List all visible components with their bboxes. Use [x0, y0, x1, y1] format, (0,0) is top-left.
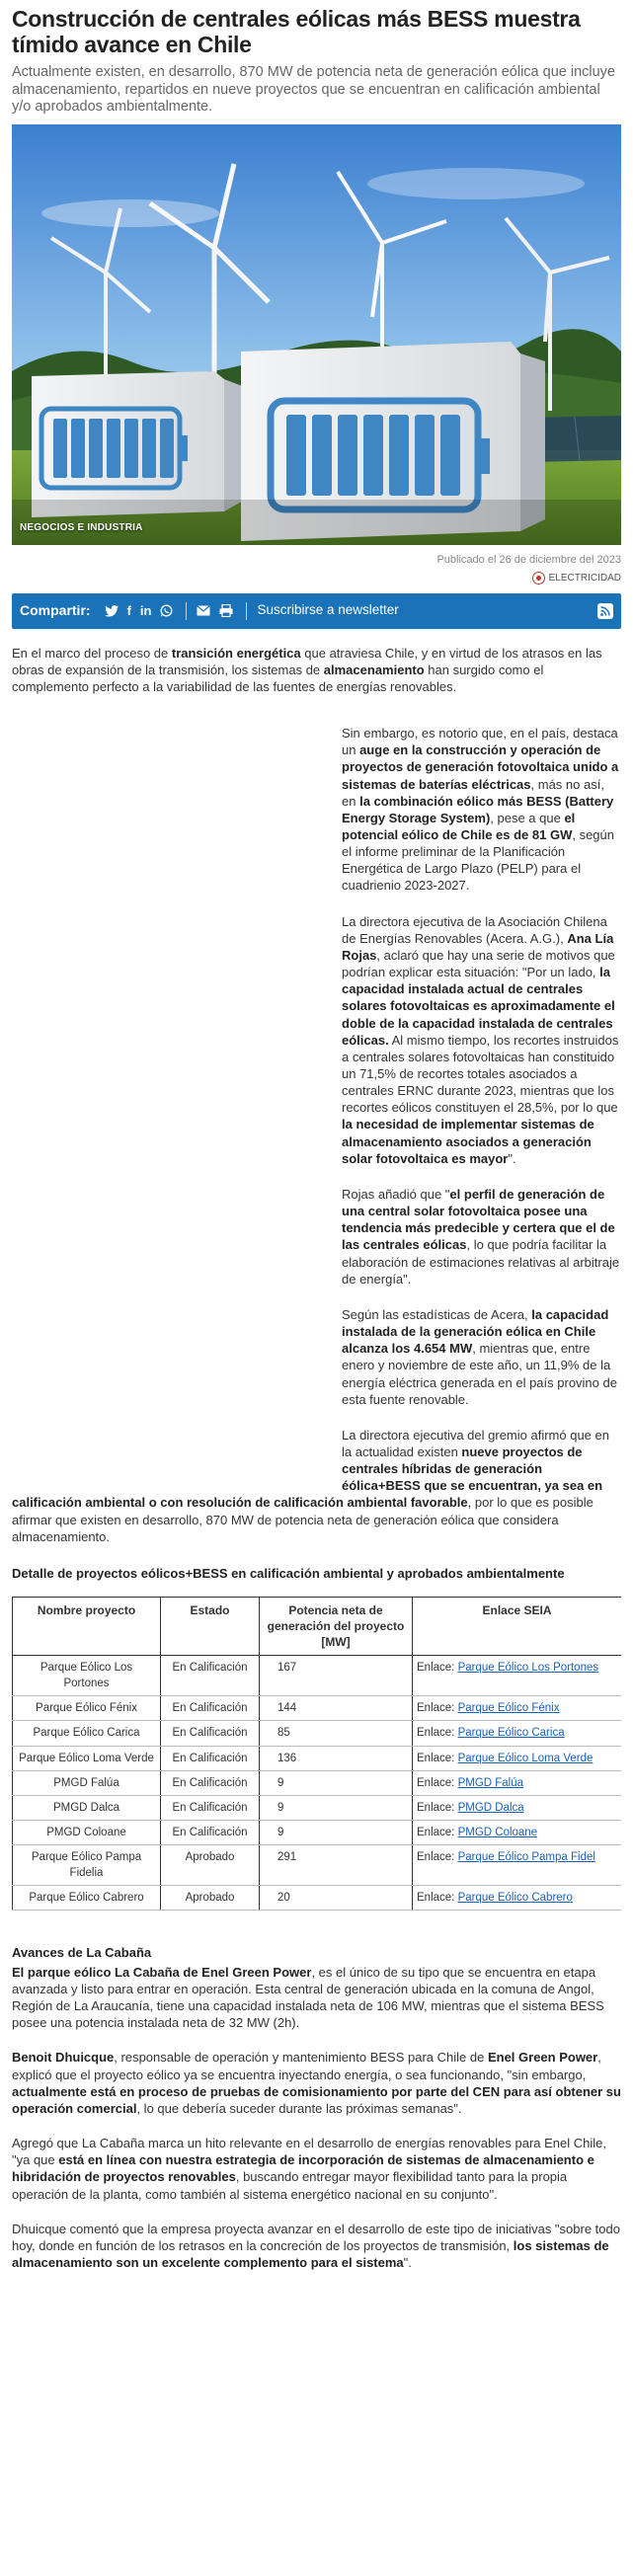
cell-status: En Calificación — [161, 1721, 260, 1746]
link-prefix: Enlace: — [417, 1752, 458, 1764]
email-icon[interactable] — [197, 605, 210, 616]
link-prefix: Enlace: — [417, 1892, 458, 1905]
cell-project-name: Parque Eólico Cabrero — [13, 1886, 161, 1911]
link-prefix: Enlace: — [417, 1702, 458, 1715]
share-divider — [186, 602, 187, 620]
table-row — [13, 1656, 622, 1696]
paragraph-projects-start: La directora ejecutiva del gremio afirmó que en la actualidad existen nueve proyectos de centrales híbridas de generación éólica+BESS que se encuentran, ya sea en — [342, 1427, 609, 1494]
cell-mw: 85 — [260, 1721, 413, 1746]
cell-status: En Calificación — [161, 1820, 260, 1844]
newsletter-link[interactable]: Suscribirse a newsletter — [257, 602, 399, 618]
cell-mw: 167 — [260, 1656, 413, 1696]
seia-link[interactable]: Parque Eólico Pampa Fidel — [457, 1850, 595, 1863]
wrapped-column — [342, 725, 621, 1494]
share-divider-2 — [246, 602, 247, 620]
cell-project-name: PMGD Dalca — [13, 1795, 161, 1820]
share-bar — [12, 593, 621, 629]
link-prefix: Enlace: — [417, 1727, 458, 1740]
paragraph-stats: Según las estadísticas de Acera, la capacidad instalada de la generación eólica en Chile alcanza los 4.654 MW, mientras que, entre enero y noviembre de este año, un 11,9% de la energía eléctrica generada en el país provino de esta fuente renovable. — [342, 1306, 617, 1407]
category-icon — [532, 572, 545, 585]
table-row — [13, 1696, 622, 1721]
projects-table — [12, 1597, 621, 1912]
rss-icon[interactable] — [597, 603, 613, 619]
seia-link[interactable]: Parque Eólico Loma Verde — [457, 1752, 593, 1764]
paragraph-future: Dhuicque comentó que la empresa proyecta avanzar en el desarrollo de este tipo de iniciativas "sobre todo hoy, donde en función de los retrasos en la concreción de los proyectos de transmisión, los sistemas de almacenamiento son un excelente complemento para el sistema". — [12, 2221, 620, 2271]
cell-status: En Calificación — [161, 1746, 260, 1770]
paragraph-la-cabana: El parque eólico La Cabaña de Enel Green Power, es el único de su tipo que se encuentra en etapa avanzada y listo para entrar en operación. Esta central de generación ubicada en la comuna de Angol, Región de La Araucanía, tiene una capacidad instalada neta de 106 MW, mientras que el sistema BESS posee una potencia instalada neta de 32 MW (2h). — [12, 1964, 604, 2031]
cell-status: En Calificación — [161, 1795, 260, 1820]
cell-mw: 9 — [260, 1820, 413, 1844]
category-text[interactable]: ELECTRICIDAD — [548, 572, 621, 584]
cell-link — [413, 1656, 622, 1696]
cell-mw: 9 — [260, 1795, 413, 1820]
col-header-status: Estado — [161, 1597, 260, 1656]
col-header-mw: Potencia neta de generación del proyecto [MW] — [260, 1597, 413, 1656]
section-title: Avances de La Cabaña — [12, 1945, 152, 1961]
col-header-name: Nombre proyecto — [13, 1597, 161, 1656]
table-row — [13, 1721, 622, 1746]
cell-status: En Calificación — [161, 1770, 260, 1795]
cell-project-name: Parque Eólico Loma Verde — [13, 1746, 161, 1770]
link-prefix: Enlace: — [417, 1776, 458, 1789]
cell-mw: 20 — [260, 1886, 413, 1911]
paragraph-potential: Sin embargo, es notorio que, en el país, destaca un auge en la construcción y operación de proyectos de generación fotovoltaica unido a sistemas de baterías eléctricas, más no así, en la combinación eólico más BESS (Battery Energy Storage System), pese a que el potencial eólico de Chile es de 81 GW, según el informe preliminar de la Planificación Energética de Largo Plazo (PELP) para el cuadrienio 2023-2027. — [342, 726, 619, 894]
link-prefix: Enlace: — [417, 1850, 458, 1863]
link-prefix: Enlace: — [417, 1662, 458, 1675]
cell-status: Aprobado — [161, 1844, 260, 1885]
cell-link — [413, 1770, 622, 1795]
cell-link — [413, 1795, 622, 1820]
cell-link — [413, 1844, 622, 1885]
cell-link — [413, 1721, 622, 1746]
category-label[interactable] — [12, 572, 621, 585]
cell-status: En Calificación — [161, 1696, 260, 1721]
cell-link — [413, 1696, 622, 1721]
table-row — [13, 1746, 622, 1770]
hero-image — [12, 124, 621, 545]
seia-link[interactable]: PMGD Dalca — [457, 1801, 524, 1814]
wrapped-text-block — [12, 725, 621, 1494]
twitter-icon[interactable] — [105, 605, 119, 617]
table-title: Detalle de proyectos eólicos+BESS en calificación ambiental y aprobados ambientalmente — [12, 1565, 565, 1581]
link-prefix: Enlace: — [417, 1826, 458, 1838]
cell-link — [413, 1746, 622, 1770]
cell-mw: 291 — [260, 1844, 413, 1885]
paragraph-projects-end: calificación ambiental o con resolución de calificación ambiental favorable, por lo que es posible afirmar que existen en desarrollo, 870 MW de potencia neta de generación eólica que considera almacenamiento. — [12, 1495, 593, 1544]
seia-link[interactable]: PMGD Coloane — [457, 1826, 538, 1838]
cell-mw: 136 — [260, 1746, 413, 1770]
paragraph-dhuicque: Benoit Dhuicque, responsable de operación y mantenimiento BESS para Chile de Enel Green Power, explicó que el proyecto eólico ya se encuentra inyectando energía, o sea funcionando, "sin embargo, actualmente está en proceso de pruebas de comisionamiento por parte del CEN para así obtener su operación comercial, lo que debería suceder durante las próximas semanas". — [12, 2050, 621, 2116]
whatsapp-icon[interactable] — [160, 604, 173, 617]
cell-mw: 9 — [260, 1770, 413, 1795]
table-row — [13, 1795, 622, 1820]
article-subtitle: Actualmente existen, en desarrollo, 870 MW de potencia neta de generación eólica que incluye almacenamiento, repartidos en nueve proyectos que se encuentran en calificación ambiental y/o aprobados ambientalmente. — [12, 63, 615, 116]
cell-project-name: Parque Eólico Los Portones — [13, 1656, 161, 1696]
article-title: Construcción de centrales eólicas más BESS muestra tímido avance en Chile — [12, 6, 581, 57]
table-header-row — [13, 1597, 622, 1656]
paragraph-acera: La directora ejecutiva de la Asociación Chilena de Energías Renovables (Acera. A.G.), Ana Lía Rojas, aclaró que hay una serie de motivos que podrían explicar esta situación: "Por un lado, la capacidad instalada actual de centrales solares fotovoltaicas es aproximadamente el doble de la capacidad instalada de centrales eólicas. Al mismo tiempo, los recortes instruidos a centrales solares fotovoltaicas han constituido un 71,5% de recortes totales asociados a centrales ERNC durante 2023, mientras que los recortes eólicos constituyen el 28,5%, por lo que la necesidad de implementar sistemas de almacenamiento asociados a generación solar fotovoltaica es mayor". — [342, 913, 619, 1166]
paragraph-intro: En el marco del proceso de transición energética que atraviesa Chile, y en virtud de los atrasos en las obras de expansión de la transmisión, los sistemas de almacenamiento han surgido como el complemento perfecto a la variabilidad de las fuentes de energías renovables. — [12, 645, 602, 694]
seia-link[interactable]: Parque Eólico Fénix — [457, 1702, 560, 1715]
cell-mw: 144 — [260, 1696, 413, 1721]
hero-illustration — [12, 124, 621, 545]
publish-date: Publicado el 26 de diciembre del 2023 — [436, 554, 621, 567]
cell-project-name: Parque Eólico Pampa Fidelia — [13, 1844, 161, 1885]
image-category-tag[interactable]: NEGOCIOS E INDUSTRIA — [20, 522, 143, 534]
col-header-link: Enlace SEIA — [413, 1597, 622, 1656]
cell-project-name: PMGD Falúa — [13, 1770, 161, 1795]
link-prefix: Enlace: — [417, 1801, 458, 1814]
table-row — [13, 1844, 622, 1885]
cell-project-name: Parque Eólico Carica — [13, 1721, 161, 1746]
linkedin-icon[interactable]: in — [139, 602, 152, 618]
seia-link[interactable]: Parque Eólico Cabrero — [457, 1892, 573, 1905]
cell-status: Aprobado — [161, 1886, 260, 1911]
seia-link[interactable]: Parque Eólico Carica — [457, 1727, 565, 1740]
seia-link[interactable]: PMGD Falúa — [457, 1776, 524, 1789]
cell-status: En Calificación — [161, 1656, 260, 1696]
facebook-icon[interactable]: f — [126, 602, 131, 618]
seia-link[interactable]: Parque Eólico Los Portones — [457, 1662, 599, 1675]
table-row — [13, 1770, 622, 1795]
cell-link — [413, 1886, 622, 1911]
cell-project-name: PMGD Coloane — [13, 1820, 161, 1844]
table-row — [13, 1820, 622, 1844]
table-row — [13, 1886, 622, 1911]
paragraph-milestone: Agregó que La Cabaña marca un hito relevante en el desarrollo de energías renovables para Enel Chile, "ya que está en línea con nuestra estrategia de incorporación de sistemas de almacenamiento e hibridación de proyectos renovables, buscando entregar mayor flexibilidad tanto para la propia operación de la planta, como también al sistema energético nacional en su conjunto". — [12, 2136, 606, 2202]
cell-link — [413, 1820, 622, 1844]
print-icon[interactable] — [219, 604, 233, 617]
paragraph-profile: Rojas añadió que "el perfil de generación de una central solar fotovoltaica posee una tendencia más predecible y certera que el de las centrales eólicas, lo que podría facilitar la elaboración de estimaciones relativas al arbitraje de energía". — [342, 1186, 620, 1287]
share-label: Compartir: — [20, 602, 91, 619]
cell-project-name: Parque Eólico Fénix — [13, 1696, 161, 1721]
